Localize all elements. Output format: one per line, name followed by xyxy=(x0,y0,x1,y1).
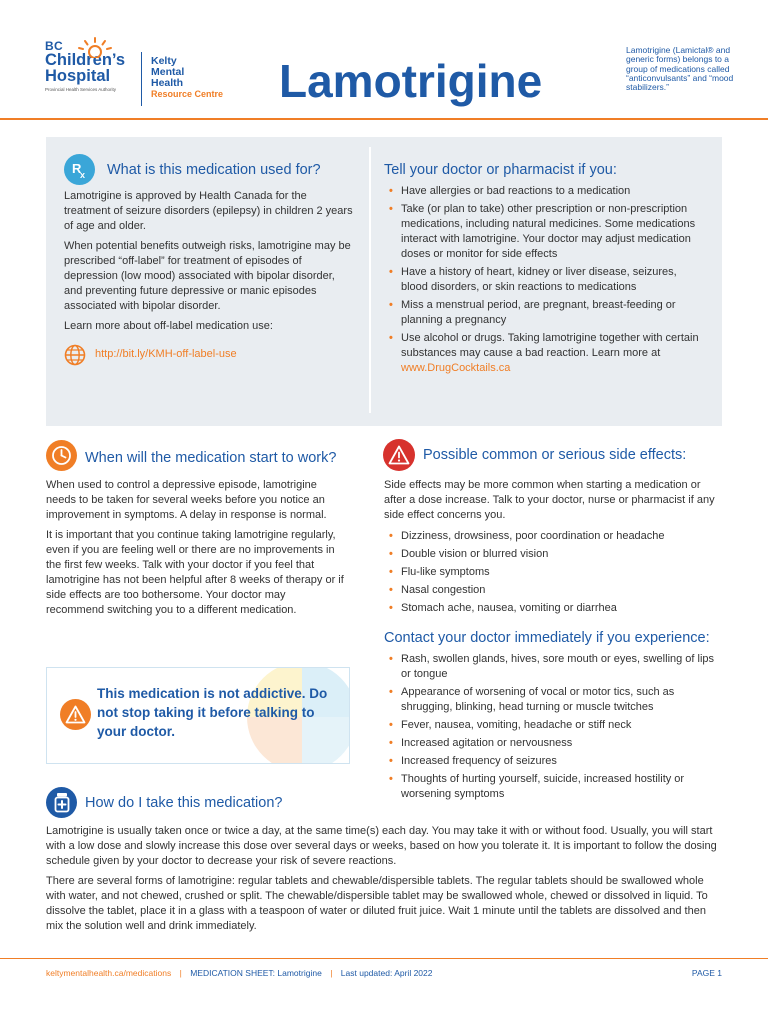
list-item: • Flu-like symptoms xyxy=(386,565,716,580)
pill-bottle-icon xyxy=(46,787,77,818)
page-title: Lamotrigine xyxy=(279,55,543,107)
used-for-body xyxy=(64,189,356,334)
list-item: • Increased frequency of seizures xyxy=(386,754,716,769)
tell-doctor-heading: Tell your doctor or pharmacist if you: xyxy=(384,162,617,178)
side-effects-intro: Side effects may be more common when starting a medication or after a dose increase. Talk to your doctor, nurse or pharmacist if any side effect concerns you. xyxy=(384,479,715,521)
org1-line3: Hospital xyxy=(45,67,111,85)
page-number: PAGE 1 xyxy=(691,968,722,978)
used-for-heading: What is this medication used for? xyxy=(107,162,321,178)
start-work-body xyxy=(46,478,346,618)
list-item: • Nasal congestion xyxy=(386,583,716,598)
svg-text:R: R xyxy=(71,160,81,176)
header-rule xyxy=(0,118,768,120)
tell-doctor-list xyxy=(386,184,706,379)
off-label-link[interactable]: http://bit.ly/KMH-off-label-use xyxy=(95,348,237,360)
used-for-paragraph-3: Learn more about off-label medication use: xyxy=(64,320,273,332)
org1-tagline: Provincial Health Services Authority xyxy=(45,87,117,92)
start-work-heading: When will the medication start to work? xyxy=(85,450,337,466)
footer-separator: | xyxy=(330,968,333,978)
list-item: • Fever, nausea, vomiting, headache or stiff neck xyxy=(386,718,716,733)
list-item: • Have allergies or bad reactions to a medication xyxy=(386,184,706,199)
warning-icon xyxy=(383,439,415,471)
not-addictive-notice xyxy=(46,667,350,764)
footer-updated: Last updated: April 2022 xyxy=(340,968,433,978)
how-take-paragraph-1: Lamotrigine is usually taken once or twice a day, at the same time(s) each day. You may take it with or without food. Usually, you will start with a low dose and slowly increase this dose over several days or weeks, based on how you tolerate it. It is important to follow the dosing schedule given by your doctor to decrease your risk of severe reactions. xyxy=(46,825,717,867)
info-box-divider xyxy=(369,147,371,413)
drugcocktails-link[interactable]: www.DrugCocktails.ca xyxy=(401,362,511,374)
footer-rule xyxy=(0,958,768,959)
bc-childrens-hospital-logo xyxy=(45,40,155,92)
clock-icon xyxy=(46,440,77,471)
list-item: • Thoughts of hurting yourself, suicide, increased hostility or worsening symptoms xyxy=(386,772,716,802)
contact-doctor-heading: Contact your doctor immediately if you experience: xyxy=(384,630,710,646)
globe-icon xyxy=(64,344,86,366)
list-item: • Dizziness, drowsiness, poor coordination or headache xyxy=(386,529,716,544)
sun-icon xyxy=(75,36,115,58)
notice-text: This medication is not addictive. Do not stop taking it before talking to your doctor. xyxy=(97,686,328,739)
rx-icon xyxy=(64,154,95,185)
list-item: • Increased agitation or nervousness xyxy=(386,736,716,751)
contact-doctor-list xyxy=(386,652,716,805)
list-item-text: Use alcohol or drugs. Taking lamotrigine together with certain substances may cause a bad reaction. Learn more at xyxy=(401,332,699,359)
footer-sheet-name: MEDICATION SHEET: Lamotrigine xyxy=(190,968,322,978)
side-effects-list xyxy=(386,529,716,619)
header-description: Lamotrigine (Lamictal® and generic forms) belongs to a group of medications called “anticonvulsants” and “mood stabilizers.” xyxy=(626,45,734,93)
side-effects-heading: Possible common or serious side effects: xyxy=(423,447,687,463)
header xyxy=(0,0,768,120)
start-work-paragraph-1: When used to control a depressive episode, lamotrigine needs to be taken for several weeks before you notice an improvement in symptoms. A delay in response is normal. xyxy=(46,479,327,521)
org1-line1: BC xyxy=(45,39,63,53)
org2-line2: Mental xyxy=(151,66,185,78)
list-item: • Have a history of heart, kidney or liver disease, seizures, blood disorders, or skin reactions to medications xyxy=(386,265,706,295)
svg-text:x: x xyxy=(79,169,85,180)
org2-line1: Kelty xyxy=(151,55,177,67)
list-item: • Double vision or blurred vision xyxy=(386,547,716,562)
warning-icon xyxy=(60,699,91,730)
footer xyxy=(46,968,432,978)
list-item: • Rash, swollen glands, hives, sore mouth or eyes, swelling of lips or tongue xyxy=(386,652,716,682)
how-take-body xyxy=(46,824,718,934)
used-for-paragraph-1: Lamotrigine is approved by Health Canada for the treatment of seizure disorders (epilepsy) in children 2 years of age and older. xyxy=(64,190,353,232)
list-item xyxy=(386,331,706,376)
org2-line3: Health xyxy=(151,77,184,89)
list-item: • Stomach ache, nausea, vomiting or diarrhea xyxy=(386,601,716,616)
how-take-paragraph-2: There are several forms of lamotrigine: regular tablets and chewable/dispersible tablets. The regular tablets should be swallowed whole with water, and not chewed, crushed or split. The chewable/dispersible tablet may be swallowed whole, chewed or dissolved in liquid. To dissolve the tablet, place it in a glass with a teaspoon of water or diluted fruit juice. Wait 1 minute until the tablets are dissolved and then mix the solution well and drink immediately. xyxy=(46,875,708,932)
start-work-paragraph-2: It is important that you continue taking lamotrigine regularly, even if you are feeling well or there are no improvements in the first few weeks. Talk with your doctor if you feel that lamotrigine has not been helpful after 8 weeks of therapy or if side effects are too bothersome. Your doctor may recommend switching you to a different medication. xyxy=(46,529,344,616)
org2-line4: Resource Centre xyxy=(151,89,224,99)
how-take-heading: How do I take this medication? xyxy=(85,795,283,811)
logo-divider xyxy=(141,52,142,106)
kelty-logo xyxy=(151,56,223,100)
list-item: • Miss a menstrual period, are pregnant, breast-feeding or planning a pregnancy xyxy=(386,298,706,328)
list-item: • Appearance of worsening of vocal or motor tics, such as shrugging, blinking, head turning or muscle twitches xyxy=(386,685,716,715)
footer-link[interactable]: keltymentalhealth.ca/medications xyxy=(46,968,172,978)
org1-line2: Children’s xyxy=(45,51,126,69)
list-item: • Take (or plan to take) other prescription or non-prescription medications, including natural medicines. Some medications interact with lamotrigine. Your doctor may adjust medication doses or monitor for side effects xyxy=(386,202,706,262)
used-for-paragraph-2: When potential benefits outweigh risks, lamotrigine may be prescribed “off-label” for treatment of episodes of depression (low mood) associated with bipolar disorder, and preventing future depressive or manic episodes associated with bipolar disorder. xyxy=(64,240,351,312)
footer-separator: | xyxy=(179,968,182,978)
